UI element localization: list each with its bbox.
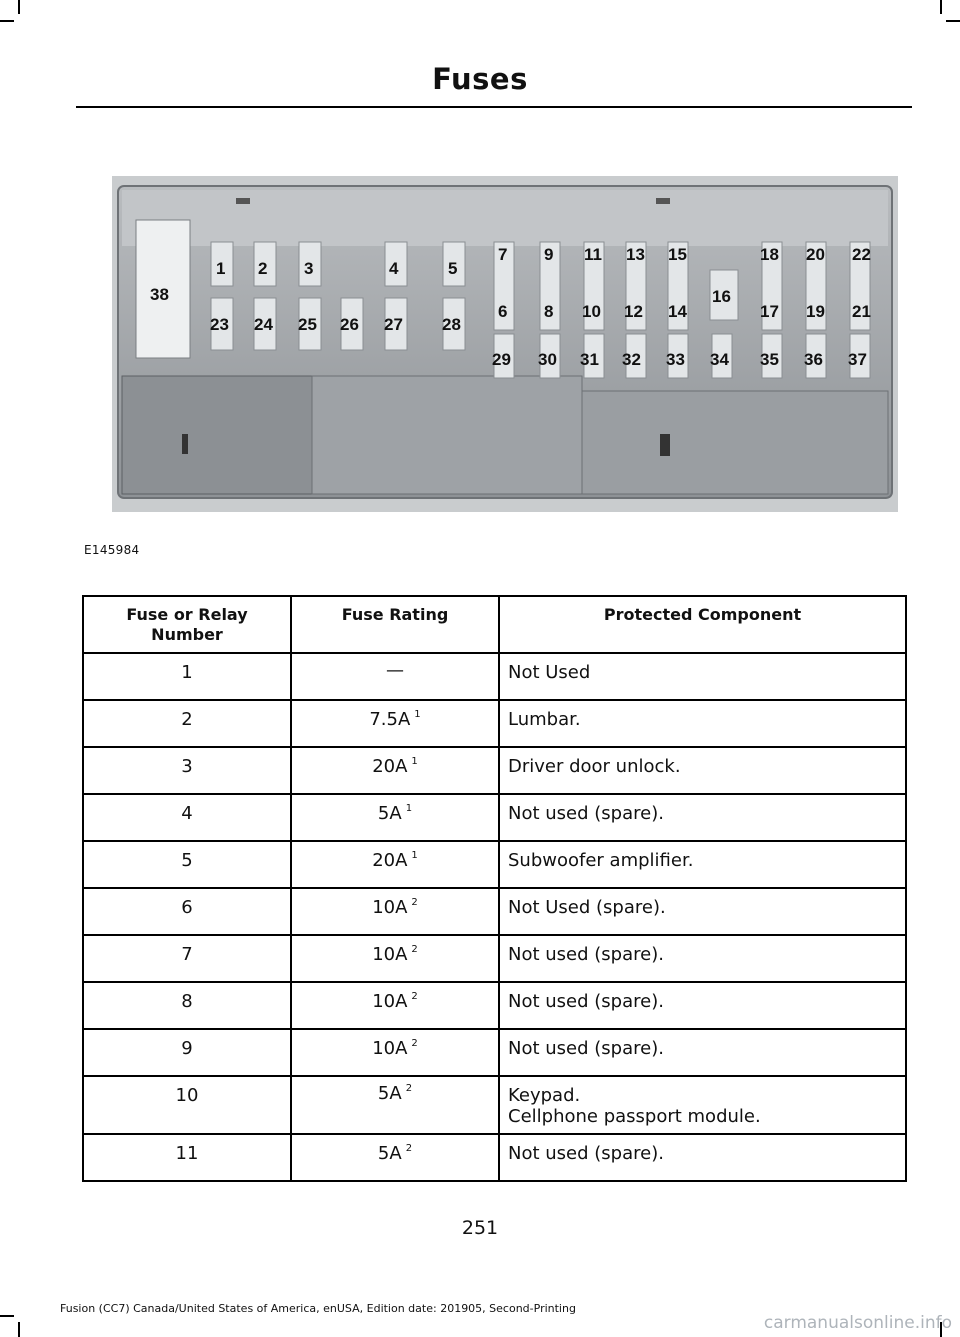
fuse-label: 13 bbox=[626, 245, 645, 264]
fuse-rating bbox=[291, 1076, 499, 1134]
fuse-number: 4 bbox=[83, 794, 291, 841]
protected-component: Subwoofer amplifier. bbox=[499, 841, 906, 888]
fuse-rating bbox=[291, 841, 499, 888]
fuse-rating bbox=[291, 700, 499, 747]
table-row bbox=[83, 841, 906, 888]
fuse-label: 6 bbox=[498, 302, 508, 321]
edition-footer: Fusion (CC7) Canada/United States of America, enUSA, Edition date: 201905, Second-Printing bbox=[60, 1302, 576, 1315]
footnote-ref: 2 bbox=[411, 991, 418, 1002]
fuse-label: 5 bbox=[448, 259, 458, 278]
fuse-rating bbox=[291, 888, 499, 935]
table-row bbox=[83, 1029, 906, 1076]
protected-component: Driver door unlock. bbox=[499, 747, 906, 794]
footnote-ref: 1 bbox=[411, 850, 418, 861]
footnote-ref: 1 bbox=[405, 803, 413, 814]
protected-component: Not used (spare). bbox=[499, 982, 906, 1029]
footnote-ref: 2 bbox=[405, 1083, 413, 1094]
fuse-label: 2 bbox=[258, 259, 268, 278]
fuse-label: 36 bbox=[804, 350, 823, 369]
fuse-label: 24 bbox=[254, 315, 273, 334]
crop-mark bbox=[18, 1322, 20, 1337]
column-header-component: Protected Component bbox=[499, 596, 906, 653]
rating-value: 7.5A bbox=[369, 709, 411, 730]
fuse-label: 23 bbox=[210, 315, 229, 334]
fuse-number: 8 bbox=[83, 982, 291, 1029]
rating-value: 10A bbox=[372, 991, 408, 1012]
component-line: Keypad. bbox=[508, 1085, 581, 1106]
fuse-label: 26 bbox=[340, 315, 359, 334]
fuse-label: 35 bbox=[760, 350, 779, 369]
fuse-label: 7 bbox=[498, 245, 508, 264]
title-divider bbox=[76, 106, 912, 108]
rating-value: — bbox=[386, 660, 404, 681]
fuse-rating bbox=[291, 982, 499, 1029]
rating-value: 5A bbox=[377, 803, 402, 824]
protected-component: Lumbar. bbox=[499, 700, 906, 747]
footnote-ref: 1 bbox=[414, 709, 421, 720]
fuse-label: 32 bbox=[622, 350, 641, 369]
fuse-label: 19 bbox=[806, 302, 825, 321]
table-row bbox=[83, 982, 906, 1029]
rating-value: 10A bbox=[372, 1038, 408, 1059]
protected-component: Not Used bbox=[499, 653, 906, 700]
crop-mark bbox=[940, 0, 942, 14]
relay-label-38: 38 bbox=[150, 285, 169, 304]
fuse-label: 33 bbox=[666, 350, 685, 369]
protected-component: Not Used (spare). bbox=[499, 888, 906, 935]
fuse-rating bbox=[291, 794, 499, 841]
fuse-label: 3 bbox=[304, 259, 314, 278]
crop-mark bbox=[946, 20, 960, 22]
fuse-label: 22 bbox=[852, 245, 871, 264]
crop-mark bbox=[0, 20, 14, 22]
table-row bbox=[83, 1134, 906, 1181]
fuse-rating bbox=[291, 1134, 499, 1181]
crop-mark bbox=[18, 0, 20, 14]
fuse-label: 18 bbox=[760, 245, 779, 264]
fuse-label: 17 bbox=[760, 302, 779, 321]
table-row bbox=[83, 1076, 906, 1134]
fuse-label: 4 bbox=[389, 259, 399, 278]
page-title: Fuses bbox=[432, 62, 528, 96]
fuse-label: 8 bbox=[544, 302, 554, 321]
table-row bbox=[83, 700, 906, 747]
fuse-label: 25 bbox=[298, 315, 317, 334]
column-header-rating: Fuse Rating bbox=[291, 596, 499, 653]
table-row bbox=[83, 747, 906, 794]
footnote-ref: 2 bbox=[411, 897, 418, 908]
footnote-ref: 2 bbox=[405, 1143, 413, 1154]
page-number: 251 bbox=[461, 1217, 499, 1239]
table-row bbox=[83, 888, 906, 935]
fuse-table bbox=[82, 595, 907, 1182]
fuse-label: 29 bbox=[492, 350, 511, 369]
fuse-label: 37 bbox=[848, 350, 867, 369]
table-row bbox=[83, 794, 906, 841]
protected-component: Not used (spare). bbox=[499, 1029, 906, 1076]
fuse-label: 28 bbox=[442, 315, 461, 334]
fuse-label: 16 bbox=[712, 287, 731, 306]
fuse-rating bbox=[291, 653, 499, 700]
fuse-label: 27 bbox=[384, 315, 403, 334]
fuse-label: 14 bbox=[668, 302, 687, 321]
fuse-rating bbox=[291, 747, 499, 794]
component-line: Cellphone passport module. bbox=[508, 1106, 761, 1127]
fuse-number: 5 bbox=[83, 841, 291, 888]
table-row bbox=[83, 935, 906, 982]
fuse-label: 15 bbox=[668, 245, 687, 264]
fuse-label: 30 bbox=[538, 350, 557, 369]
rating-value: 10A bbox=[372, 897, 408, 918]
watermark: carmanualsonline.info bbox=[763, 1313, 952, 1333]
rating-value: 20A bbox=[372, 756, 408, 777]
rating-value: 5A bbox=[377, 1143, 402, 1164]
fuse-labels-lower-right bbox=[492, 350, 867, 369]
fuse-label: 34 bbox=[710, 350, 729, 369]
fuse-box-diagram bbox=[112, 176, 898, 512]
fuse-number: 10 bbox=[83, 1076, 291, 1134]
fuse-number: 11 bbox=[83, 1134, 291, 1181]
fuse-number: 1 bbox=[83, 653, 291, 700]
crop-mark bbox=[0, 1315, 14, 1317]
protected-component bbox=[499, 1076, 906, 1134]
fuse-label: 9 bbox=[544, 245, 554, 264]
footnote-ref: 1 bbox=[411, 756, 418, 767]
rating-value: 20A bbox=[372, 850, 408, 871]
footnote-ref: 2 bbox=[411, 1038, 418, 1049]
protected-component: Not used (spare). bbox=[499, 794, 906, 841]
fuse-label: 10 bbox=[582, 302, 601, 321]
rating-value: 10A bbox=[372, 944, 408, 965]
fuse-number: 2 bbox=[83, 700, 291, 747]
fuse-label: 11 bbox=[584, 245, 602, 264]
fuse-number: 6 bbox=[83, 888, 291, 935]
fuse-label: 21 bbox=[852, 302, 871, 321]
column-header-number: Fuse or Relay Number bbox=[83, 596, 291, 653]
table-row bbox=[83, 653, 906, 700]
protected-component: Not used (spare). bbox=[499, 935, 906, 982]
fuse-rating bbox=[291, 935, 499, 982]
fuse-number: 9 bbox=[83, 1029, 291, 1076]
fuse-number: 7 bbox=[83, 935, 291, 982]
fuse-label: 31 bbox=[580, 350, 599, 369]
table-body bbox=[83, 653, 906, 1181]
fuse-rating bbox=[291, 1029, 499, 1076]
rating-value: 5A bbox=[377, 1083, 402, 1104]
footnote-ref: 2 bbox=[411, 944, 418, 955]
figure-id: E145984 bbox=[84, 543, 140, 557]
fuse-label: 12 bbox=[624, 302, 643, 321]
fuse-label: 1 bbox=[216, 259, 226, 278]
fuse-number: 3 bbox=[83, 747, 291, 794]
protected-component: Not used (spare). bbox=[499, 1134, 906, 1181]
table-header-row bbox=[83, 596, 906, 653]
fuse-label: 20 bbox=[806, 245, 825, 264]
